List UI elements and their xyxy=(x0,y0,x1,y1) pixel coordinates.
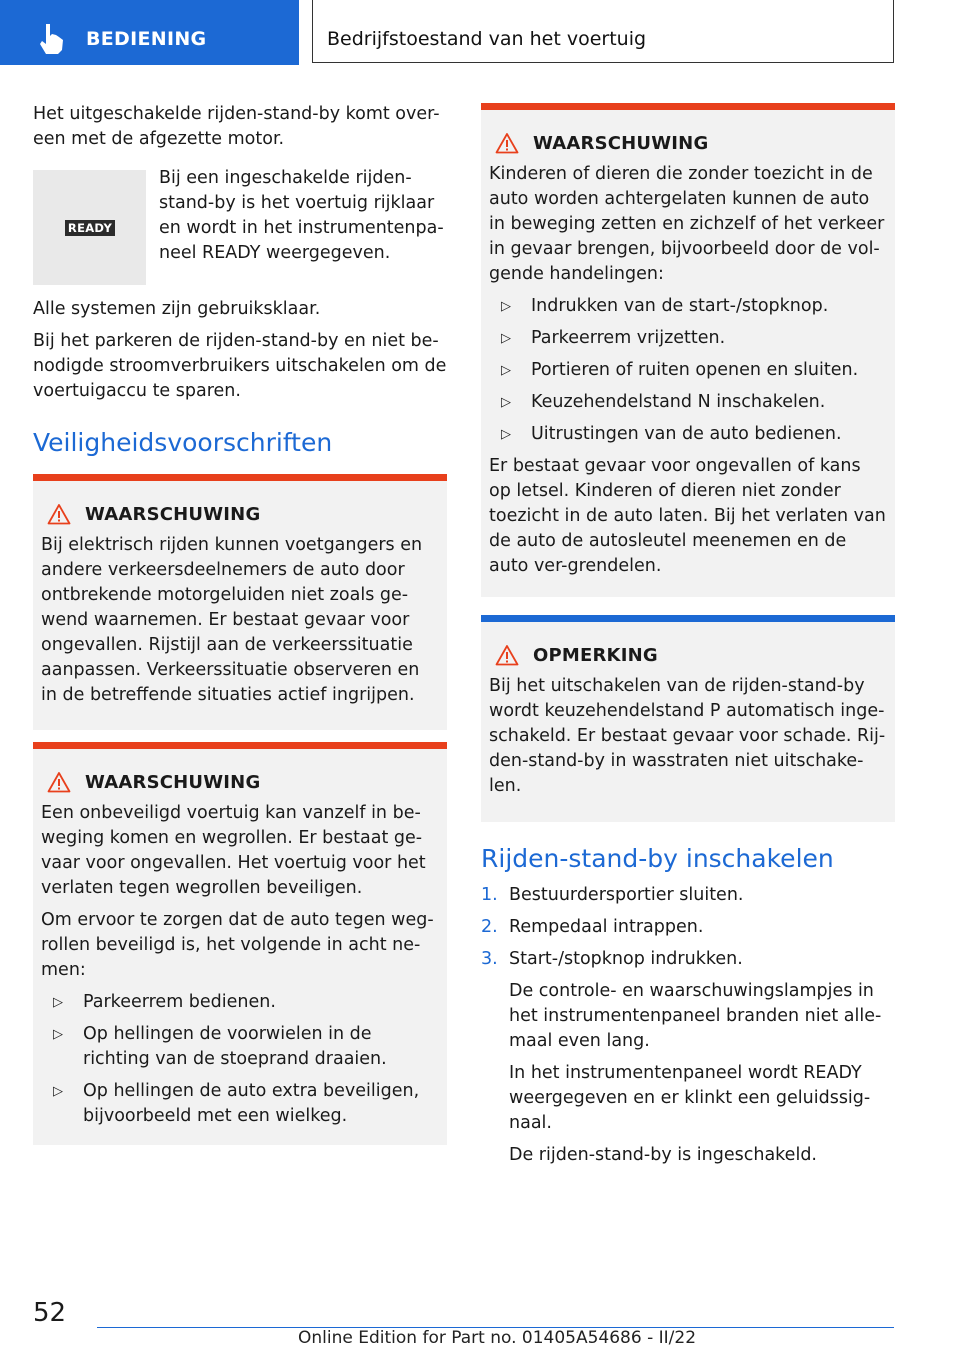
triangle-right-icon: ▷ xyxy=(501,427,511,442)
warning-text: Een onbeveiligd voertuig kan vanzelf in be-weging komen en wegrollen. Er bestaat ge-vaar voor ongevallen. Het voertuig voor het verlaten tegen wegrollen beveiligen. xyxy=(41,803,426,898)
list-item: ▷ Portieren of ruiten openen en sluiten. xyxy=(489,358,887,383)
note-text: Bij het uitschakelen van de rijden-stand-by wordt keuzehendelstand P automatisch inge-schakeld. Er bestaat gevaar voor schade. Rij-den-stand-by in wasstraten niet uitschake-len. xyxy=(489,676,886,796)
warning-triangle-icon xyxy=(47,771,71,793)
hand-pointer-icon xyxy=(34,20,70,56)
steps-list xyxy=(481,883,895,1168)
triangle-right-icon: ▷ xyxy=(53,995,63,1010)
warning-box-children xyxy=(481,103,895,597)
list-item: 3. Start-/stopknop indrukken. De controle- en waarschuwingslampjes in het instrumentenpaneel branden niet alle-maal even lang. In het instrumentenpaneel wordt READY weergegeven en er klinkt een geluidssig-naal. De rijden-stand-by is ingeschakeld. xyxy=(481,947,895,1168)
triangle-right-icon: ▷ xyxy=(501,363,511,378)
warning-bar xyxy=(33,742,447,749)
intro-paragraph: Het uitgeschakelde rijden-stand-by komt over-een met de afgezette motor. xyxy=(33,104,440,149)
note-label: OPMERKING xyxy=(533,644,658,666)
ready-paragraph: Bij een ingeschakelde rijden-stand-by is het voertuig rijklaar en wordt in het instrumentenpa-neel READY weergegeven. xyxy=(159,168,444,263)
warning-text: Bij elektrisch rijden kunnen voetgangers en andere verkeersdeelnemers de auto door ontbrekende motorgeluiden niet zoals ge-wend waarnemen. Er bestaat gevaar voor ongevallen. Rijstijl aan de verkeerssituatie aanpassen. Verkeerssituatie observeren en in de betreffende situaties actief ingrijpen. xyxy=(41,535,423,705)
list-item: ▷ Indrukken van de start-/stopknop. xyxy=(489,294,887,319)
step-detail: De controle- en waarschuwingslampjes in het instrumentenpaneel branden niet alle-maal even lang. xyxy=(509,981,882,1051)
list-item: ▷ Parkeerrem vrijzetten. xyxy=(489,326,887,351)
chapter-header xyxy=(312,0,894,63)
warning-label: WAARSCHUWING xyxy=(533,132,709,154)
section-label: BEDIENING xyxy=(86,28,207,50)
triangle-right-icon: ▷ xyxy=(53,1084,63,1099)
list-item: ▷ Parkeerrem bedienen. xyxy=(41,990,439,1015)
section-tab[interactable] xyxy=(0,0,299,65)
step-detail: De rijden-stand-by is ingeschakeld. xyxy=(509,1145,817,1165)
triangle-right-icon: ▷ xyxy=(501,395,511,410)
list-item: 2. Rempedaal intrappen. xyxy=(481,917,704,937)
warning-label: WAARSCHUWING xyxy=(85,503,261,525)
safety-heading: Veiligheidsvoorschriften xyxy=(33,428,333,457)
warning-box-pedestrians xyxy=(33,474,447,730)
step-detail: In het instrumentenpaneel wordt READY weergegeven en er klinkt een geluidssig-naal. xyxy=(509,1063,871,1133)
list-item: ▷ Keuzehendelstand N inschakelen. xyxy=(489,390,887,415)
ready-indicator-image xyxy=(33,170,146,285)
activate-heading: Rijden-stand-by inschakelen xyxy=(481,844,834,873)
warning-triangle-icon xyxy=(47,503,71,525)
page-number: 52 xyxy=(33,1298,67,1328)
warning-text: Om ervoor te zorgen dat de auto tegen weg-rollen beveiligd is, het volgende in acht ne-men: xyxy=(41,910,434,980)
warning-label: WAARSCHUWING xyxy=(85,771,261,793)
triangle-right-icon: ▷ xyxy=(501,331,511,346)
systems-paragraph: Alle systemen zijn gebruiksklaar. Bij het parkeren de rijden-stand-by en niet be-nodigde stroomverbruikers uitschakelen om de voertuigaccu te sparen. xyxy=(33,299,447,401)
list-item: 1. Bestuurdersportier sluiten. xyxy=(481,885,744,905)
note-bar xyxy=(481,615,895,622)
warning-triangle-icon xyxy=(495,132,519,154)
bullet-list xyxy=(41,990,439,1129)
footer-edition: Online Edition for Part no. 01405A54686 - II/22 xyxy=(298,1328,697,1348)
triangle-right-icon: ▷ xyxy=(501,299,511,314)
warning-text: Kinderen of dieren die zonder toezicht in de auto worden achtergelaten kunnen de auto in beweging zetten en zichzelf of het verkeer in gevaar brengen, bijvoorbeeld door de vol-gende handelingen: xyxy=(489,164,885,284)
warning-box-rolling xyxy=(33,742,447,1145)
note-box-washing xyxy=(481,615,895,822)
warning-bar xyxy=(33,474,447,481)
list-item: ▷ Op hellingen de voorwielen in de richting van de stoeprand draaien. xyxy=(53,1024,387,1069)
warning-triangle-icon xyxy=(495,644,519,666)
warning-text: Er bestaat gevaar voor ongevallen of kans op letsel. Kinderen of dieren niet zonder toezicht in de auto laten. Bij het verlaten van de auto de autosleutel meenemen en de auto ver-grendelen. xyxy=(489,456,886,576)
list-item: ▷ Op hellingen de auto extra beveiligen, bijvoorbeeld met een wielkeg. xyxy=(53,1081,420,1126)
steps-list-container xyxy=(481,876,895,1168)
bullet-list xyxy=(489,294,887,447)
ready-badge: READY xyxy=(65,220,115,236)
chapter-title: Bedrijfstoestand van het voertuig xyxy=(327,28,647,50)
triangle-right-icon: ▷ xyxy=(53,1027,63,1042)
list-item: ▷ Uitrustingen van de auto bedienen. xyxy=(489,422,887,447)
warning-bar xyxy=(481,103,895,110)
